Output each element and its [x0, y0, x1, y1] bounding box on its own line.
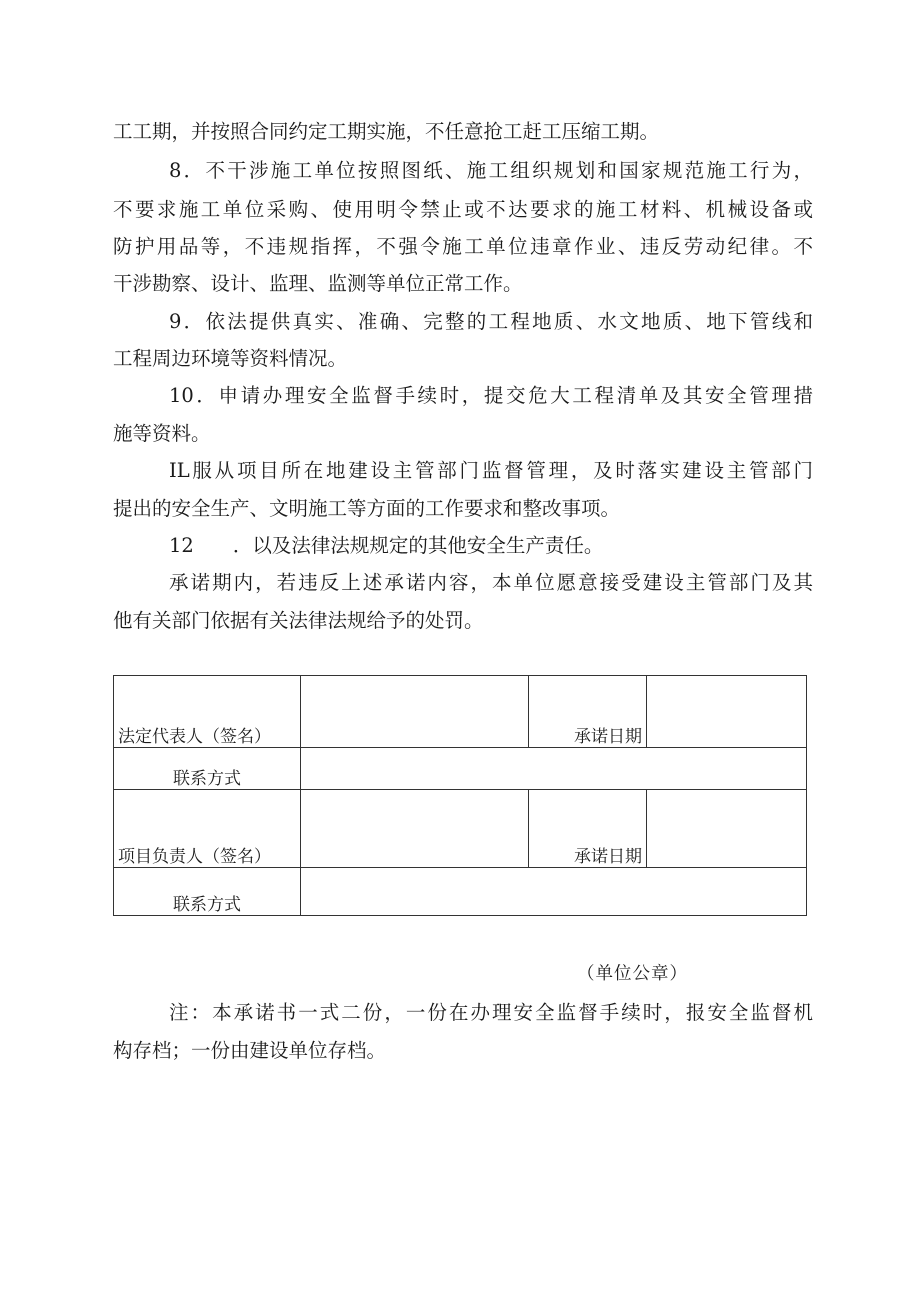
contact-label: 联系方式	[114, 868, 301, 916]
paragraph-line: 不要求施工单位采购、使用明令禁止或不达要求的施工材料、机械设备或	[113, 198, 813, 221]
paragraph-line: 干涉勘察、设计、监理、监测等单位正常工作。	[113, 272, 523, 295]
legal-rep-label: 法定代表人（签名）	[114, 676, 301, 748]
unit-seal-label: （单位公章）	[577, 964, 688, 984]
project-lead-label: 项目负责人（签名）	[114, 790, 301, 868]
commit-date-label: 承诺日期	[529, 676, 647, 748]
signature-table	[113, 675, 807, 916]
project-lead-contact-field[interactable]	[301, 868, 807, 916]
paragraph-line: 承诺期内，若违反上述承诺内容，本单位愿意接受建设主管部门及其	[169, 571, 813, 594]
project-lead-date-field[interactable]	[647, 790, 807, 868]
paragraph-line: 9．依法提供真实、准确、完整的工程地质、水文地质、地下管线和	[169, 310, 813, 333]
paragraph-line: 12 ．以及法律法规规定的其他安全生产责任。	[169, 534, 604, 557]
paragraph-line: 防护用品等，不违规指挥，不强令施工单位违章作业、违反劳动纪律。不	[113, 235, 813, 258]
paragraph-line: 提出的安全生产、文明施工等方面的工作要求和整改事项。	[113, 497, 621, 520]
note-line: 构存档；一份由建设单位存档。	[113, 1039, 387, 1062]
table-row	[114, 676, 807, 748]
paragraph-line: 工程周边环境等资料情况。	[113, 347, 348, 370]
project-lead-signature-field[interactable]	[301, 790, 529, 868]
contact-label: 联系方式	[114, 748, 301, 790]
paragraph-line: 工工期，并按照合同约定工期实施，不任意抢工赶工压缩工期。	[113, 120, 660, 143]
table-row	[114, 790, 807, 868]
paragraph-line: 8．不干涉施工单位按照图纸、施工组织规划和国家规范施工行为，	[169, 159, 813, 182]
paragraph-line: 10．申请办理安全监督手续时，提交危大工程清单及其安全管理措	[169, 384, 813, 407]
table-row	[114, 748, 807, 790]
paragraph-line: IL服从项目所在地建设主管部门监督管理，及时落实建设主管部门	[169, 459, 813, 482]
paragraph-line: 施等资料。	[113, 422, 211, 445]
legal-rep-contact-field[interactable]	[301, 748, 807, 790]
legal-rep-date-field[interactable]	[647, 676, 807, 748]
note-line: 注：本承诺书一式二份，一份在办理安全监督手续时，报安全监督机	[169, 1001, 813, 1024]
table-row	[114, 868, 807, 916]
commit-date-label: 承诺日期	[529, 790, 647, 868]
legal-rep-signature-field[interactable]	[301, 676, 529, 748]
paragraph-line: 他有关部门依据有关法律法规给予的处罚。	[113, 609, 484, 632]
